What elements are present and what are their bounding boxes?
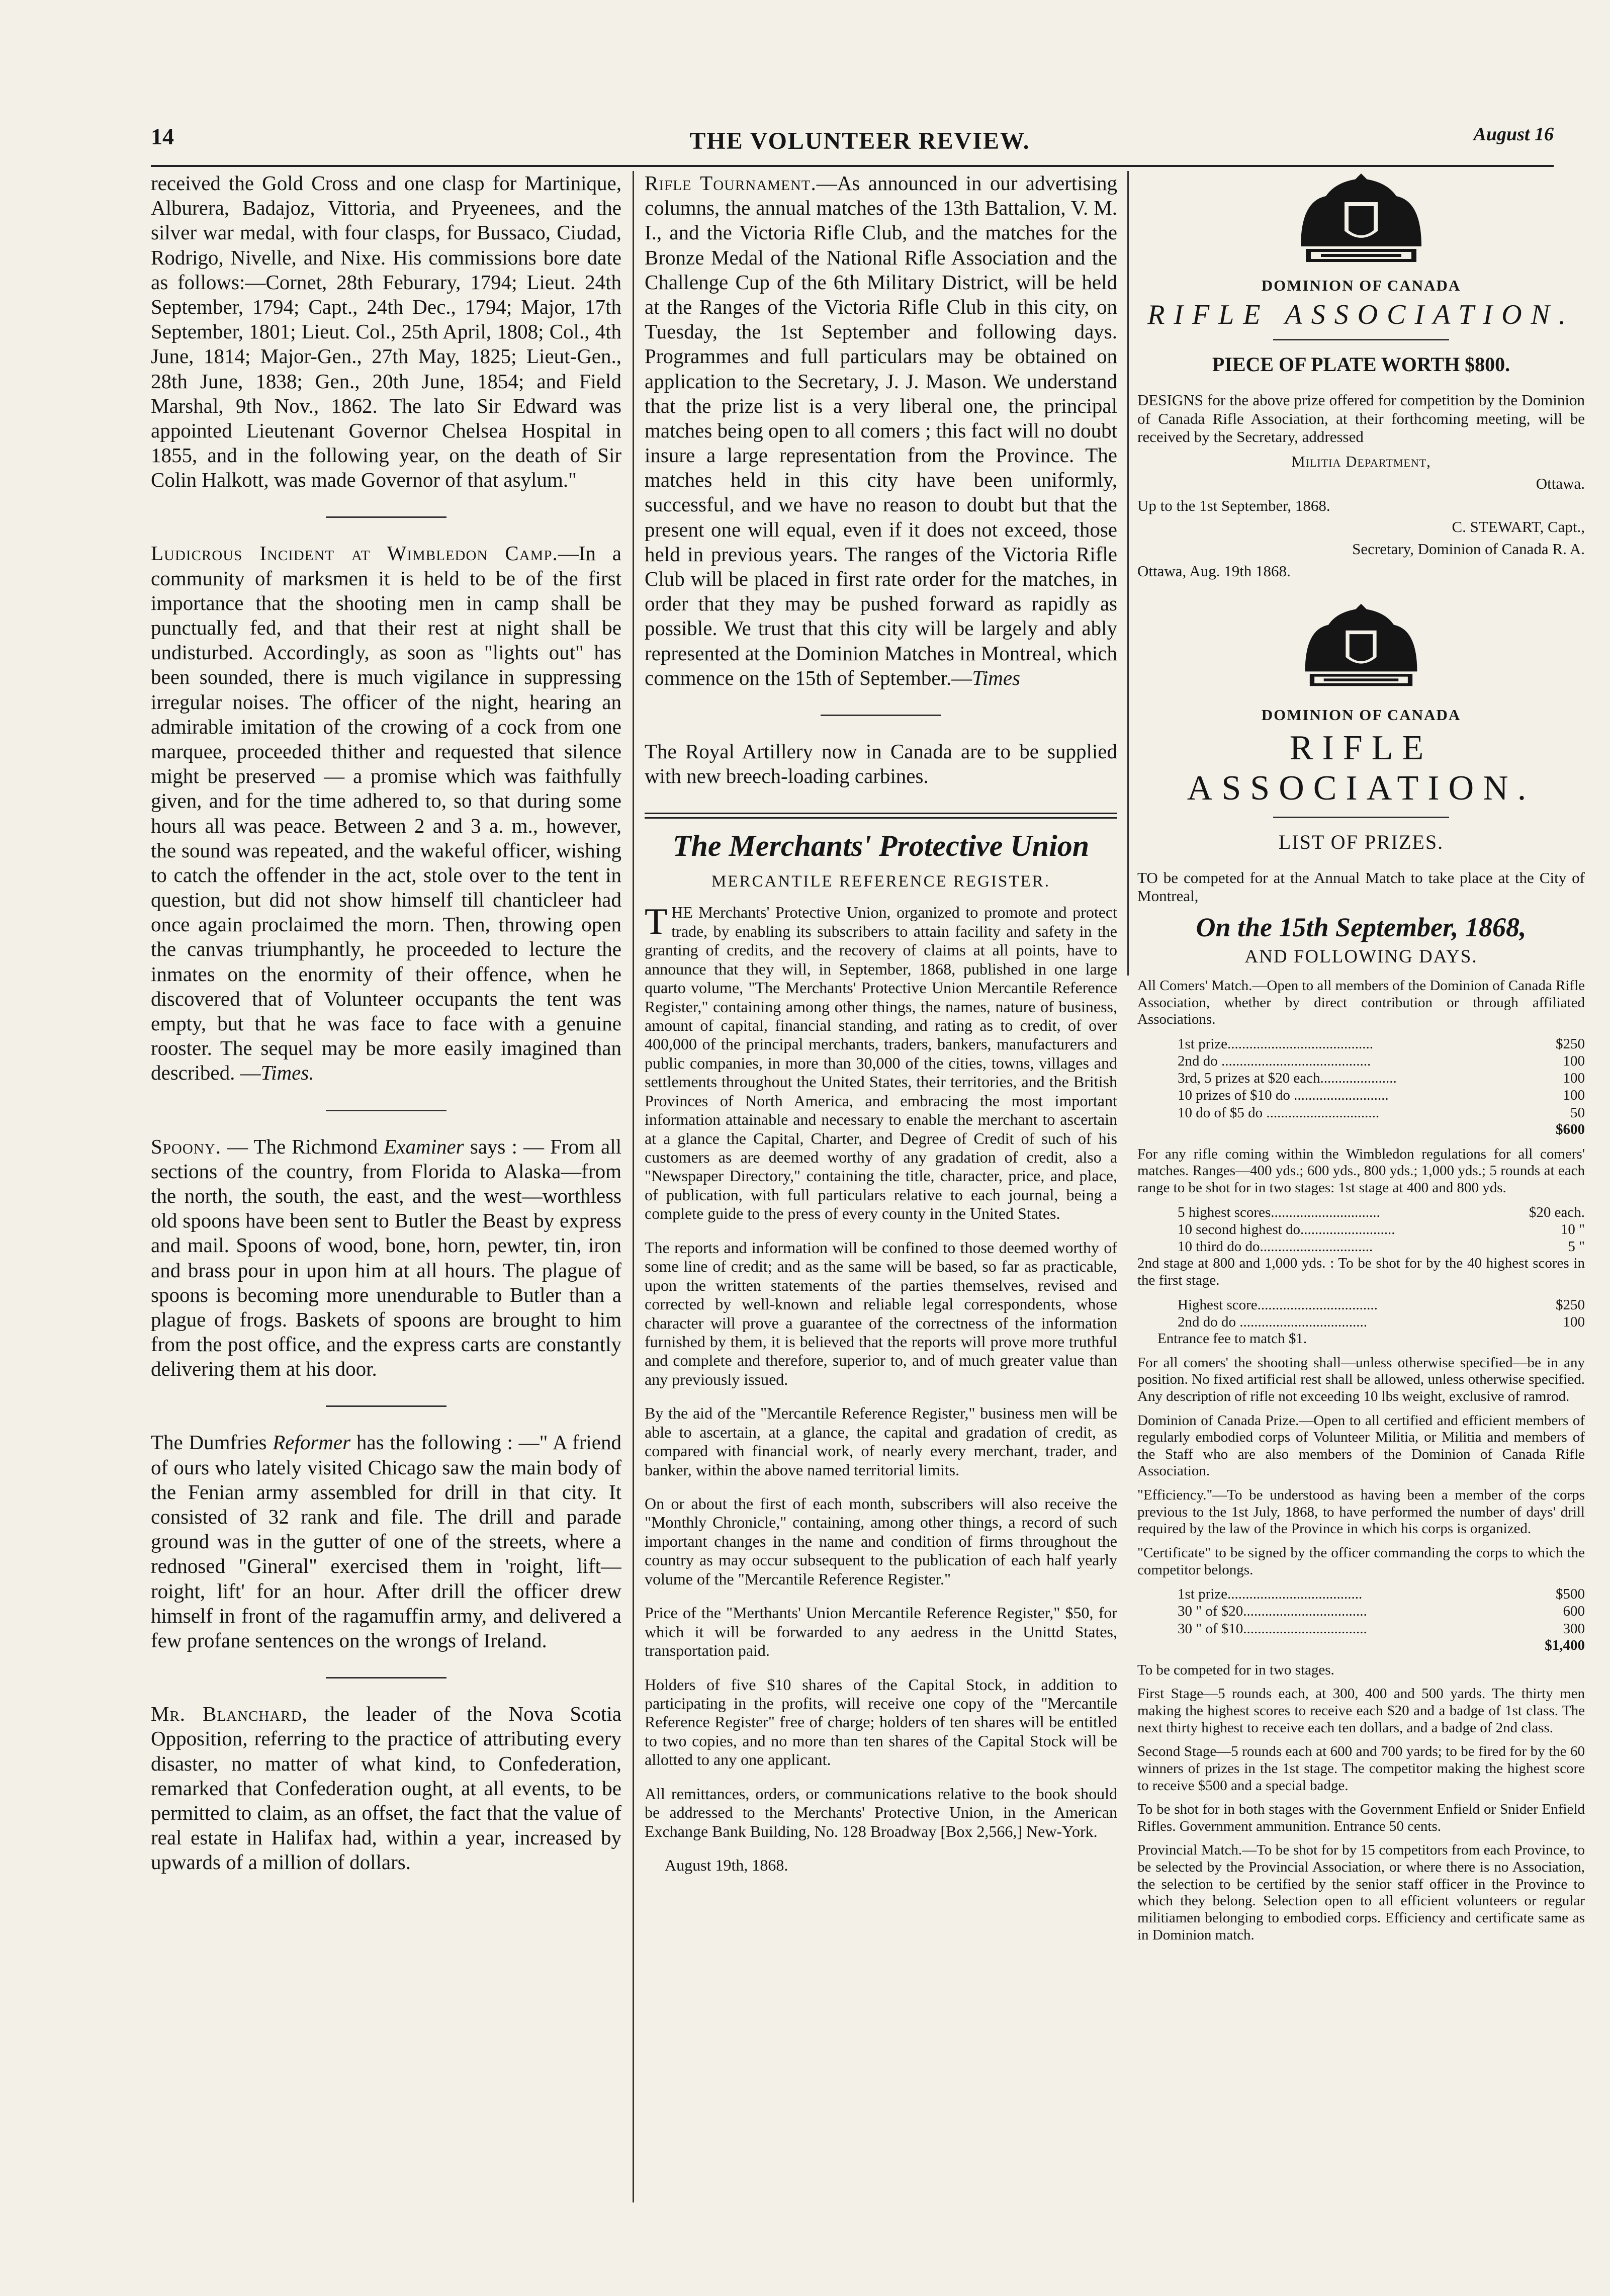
article-body: says : — From all sections of the country, from Florida to Alaska—from the north, the south, the east, and the west—worthless old spoons have been sent to Butler the Beast by express and mail. Spoons of wood, bone, horn, pewter, tin, iron and brass pour in upon him at all hours. The plague of spoons is becoming more unendurable to Butler than a plague of frogs. Baskets of spoons are brought to him from the post office, and the express carts are constantly delivering them at his door. <box>151 1134 621 1381</box>
prize-row: 10 prizes of $10 do .......................... 100 <box>1178 1087 1585 1104</box>
rifle-rules: For any rifle coming within the Wimbledon regulations for all comers' matches. Ranges—400 yds.; 600 yds., 800 yds.; 1,000 yds.; 5 rounds at each range to be shot for in two stages: 1st stage at 400 and 800 yds. <box>1137 1145 1585 1196</box>
second-stage: Second Stage—5 rounds each at 600 and 700 yards; to be fired for by the 60 winners of prizes in the 1st stage. The competitor making the highest score to receive $500 and a special badge. <box>1137 1743 1585 1794</box>
match-date: On the 15th September, 1868, <box>1196 912 1527 942</box>
article-divider <box>326 1110 446 1111</box>
issue-date: August 16 <box>1473 124 1554 145</box>
column-divider <box>1127 171 1129 976</box>
advert-city: Ottawa. <box>1536 474 1585 492</box>
advert-body: DESIGNS for the above prize offered for competition by the Dominion of Canada Rifle Association, at their forthcoming meeting, will be received by the Secretary, addressed <box>1137 391 1585 446</box>
advert-rule <box>1273 817 1449 818</box>
advert-date: Ottawa, Aug. 19th 1868. <box>1137 562 1291 580</box>
advert-organization: DOMINION OF CANADA <box>1261 705 1461 724</box>
newspaper-name: Reformer <box>273 1431 351 1454</box>
newspaper-name: Examiner <box>384 1134 464 1158</box>
advert-title: The Merchants' Protective Union <box>672 829 1090 863</box>
advert-heading: PIECE OF PLATE WORTH $800. <box>1212 353 1510 376</box>
advert-title: RIFLE ASSOCIATION. <box>1147 299 1575 330</box>
article-body: —In a community of marksmen it is held to be of the first importance that the shooting men in camp shall be punctually fed, and that their rest at night shall be undisturbed. Accordingly, as soon as "lights out" has been sounded, there is much vigilance in suppressing irregular noises. The officer of the night, hearing an admirable imitation of the crowing of a cock from one marquee, proceeded thither and requested that silence might be preserved — a promise which was faithfully given, and for the time adhered to, so that during some hours all was peace. Between 2 and 3 a. m., however, the sound was repeated, and the wakeful officer, wishing to catch the offender in the act, stole over to the tent in question, but did not show himself till chanticleer had once again proclaimed the morn. Then, throwing open the canvas triumphantly, he proceeded to lecture the inmates on the enormity of their offence, when he discovered that of Volunteer occupants the tent was empty, but that he was face to face with a genuine rooster. The sequel may be more easily imagined than described. — <box>151 542 621 1085</box>
column-left <box>151 171 621 2202</box>
article-royal-artillery: The Royal Artillery now in Canada are to be supplied with new breech-loading carbines. <box>645 739 1117 788</box>
prize-row: 10 do of $5 do ............................... 50 <box>1178 1104 1585 1121</box>
advert-signature: C. STEWART, Capt., <box>1452 517 1585 536</box>
stage-two: 2nd stage at 800 and 1,000 yds. : To be shot for by the 40 highest scores in the first stage. <box>1137 1255 1585 1289</box>
prize-row: 30 " of $10.................................. 300 <box>1178 1620 1585 1637</box>
article-heading: Rifle Tournament. <box>645 171 817 195</box>
advert-paragraph: On or about the first of each month, subscribers will also receive the "Monthly Chronicle," containing, among other things, a record of such important changes in the name and condition of firms throughout the country as may occur subsequent to the publication of each half yearly volume of the "Mercantile Reference Register." <box>645 1494 1117 1588</box>
prize-total: $1,400 <box>1545 1637 1585 1653</box>
certificate-definition: "Certificate" to be signed by the officer commanding the corps to which the competitor belongs. <box>1137 1544 1585 1578</box>
article-dumfries <box>151 1430 621 1653</box>
prize-row: 1st prize..................................... $500 <box>1178 1586 1585 1603</box>
advert-deadline: Up to the 1st September, 1868. <box>1137 496 1330 514</box>
column-middle <box>645 171 1117 2182</box>
article-body: the leader of the Nova Scotia Opposition, referring to the practice of attributing every disaster, no matter of what kind, to Confederation, remarked that Confederation ought, at all events, to be permitted to claim, as an offset, the fact that the value of real estate in Halifax had, within a year, increased by upwards of a million of dollars. <box>151 1702 621 1874</box>
coat-of-arms-icon <box>1296 600 1426 696</box>
article-spoony <box>151 1134 621 1382</box>
advert-intro: TO be competed for at the Annual Match to take place at the City of Montreal, <box>1137 868 1585 905</box>
article-heading: Spoony. <box>151 1134 221 1158</box>
page-number: 14 <box>151 124 174 149</box>
shooting-rules: For all comers' the shooting shall—unless otherwise specified—be in any position. No fixed artificial rest shall be allowed, unless otherwise specified. Any description of rifle not exceeding 10 lbs weight, exclusive of ramrod. <box>1137 1354 1585 1404</box>
advert-department: Militia Department, <box>1291 452 1431 470</box>
article-source: Times. <box>260 1061 314 1085</box>
advert-organization: DOMINION OF CANADA <box>1261 277 1461 294</box>
advert-date: August 19th, 1868. <box>665 1856 788 1874</box>
column-right <box>1137 171 1585 2187</box>
advert-subtitle: MERCANTILE REFERENCE REGISTER. <box>711 872 1050 891</box>
article-heading: Ludicrous Incident at Wimbledon Camp. <box>151 542 558 565</box>
article-ludicrous-incident <box>151 541 621 1085</box>
prize-row: 1st prize........................................ $250 <box>1178 1035 1585 1052</box>
advert-rule <box>1273 339 1449 340</box>
prize-list-b <box>1137 1204 1585 1256</box>
prize-row: 2nd do ......................................... 100 <box>1178 1052 1585 1069</box>
article-divider <box>326 1405 446 1407</box>
prize-total: $600 <box>1556 1121 1585 1137</box>
advert-paragraph: THE Merchants' Protective Union, organized to promote and protect trade, by enabling its subscribers to attain facility and safety in the granting of credits, and the recovery of claims at all points, have to announce that they will, in September, 1868, published in one large quarto volume, "The Merchants' Protective Union Mercantile Reference Register," containing among other things, the names, nature of business, amount of capital, financial standing, and rating as to credit, of over 400,000 of the principal merchants, traders, bankers, manufacturers and public companies, in more than 30,000 of the cities, towns, villages and settlements throughout the United States, their territories, and the British Provinces of North America, and embracing the most important information attainable and necessary to enable the merchant to ascertain at a glance the Capital, Charter, and Degree of Credit of such of his customers as are deemed worthy of any gradation of credit, also a "Newspaper Directory," containing the title, character, price, and place, of publication, with full particulars relative to each journal, being a complete guide to the press of every county in the United States. <box>645 901 1117 1223</box>
both-stages: To be shot for in both stages with the Government Enfield or Snider Enfield Rifles. Government ammunition. Entrance 50 cents. <box>1137 1801 1585 1834</box>
advert-paragraph: Holders of five $10 shares of the Capital Stock, in addition to participating in the profits, will receive one copy of the "Mercantile Reference Register" free of charge; holders of ten shares will be entitled to two copies, and no more than ten shares of the Capital Stock will be allotted to any one applicant. <box>645 1675 1117 1769</box>
advert-signature-title: Secretary, Dominion of Canada R. A. <box>1352 540 1585 558</box>
article-rifle-tournament <box>645 171 1117 690</box>
masthead-title: THE VOLUNTEER REVIEW. <box>689 128 1030 154</box>
prize-list-a <box>1137 1035 1585 1121</box>
stages-note: To be competed for in two stages. <box>1137 1661 1334 1678</box>
prize-row: 2nd do do ................................... 100 <box>1178 1313 1585 1330</box>
article-divider <box>326 516 446 518</box>
article-body: has the following : —" A friend of ours who lately visited Chicago saw the main body of the Fenian army assembled for drill in that city. It consisted of 32 rank and file. The drill and parade ground was in the gutter of one of the streets, where a rednosed "Gineral" exercised them in 'roight, lift—roight, lift' for an hour. After drill the officer drew himself in front of the ragamuffin army, and delivered a few profane sentences on the wrongs of Ireland. <box>151 1431 621 1652</box>
article-intro: The Dumfries <box>151 1431 267 1454</box>
prize-row: 3rd, 5 prizes at $20 each..................... 100 <box>1178 1070 1585 1087</box>
advert-title: RIFLE ASSOCIATION. <box>1187 728 1536 808</box>
prize-list-c <box>1137 1296 1585 1331</box>
article-source: Times <box>972 666 1020 689</box>
first-stage: First Stage—5 rounds each, at 300, 400 and 500 yards. The thirty men making the highest scores to receive each $20 and a badge of 1st class. The next thirty highest to receive each ten dollars, and a badge of 2nd class. <box>1137 1686 1585 1736</box>
header-rule <box>151 165 1554 167</box>
prize-row: 10 second highest do.......................... 10 " <box>1178 1221 1585 1238</box>
advert-heading: LIST OF PRIZES. <box>1278 830 1444 853</box>
advert-paragraph: Price of the "Merthants' Union Mercantile Reference Register," $50, for which it will be forwarded to any aedress in the Unittd States, transportation paid. <box>645 1604 1117 1660</box>
prize-row: Highest score................................. $250 <box>1178 1296 1585 1313</box>
prize-list-d <box>1137 1585 1585 1637</box>
match-date-sub: AND FOLLOWING DAYS. <box>1244 946 1478 967</box>
article-intro: — The Richmond <box>227 1134 378 1158</box>
article-heading: Mr. Blanchard, <box>151 1702 308 1726</box>
dominion-prize: Dominion of Canada Prize.—Open to all certified and efficient members of regularly embodied corps of Volunteer Militia, or Militia and members of the Staff who are also members of the Dominion of Canada Rifle Association. <box>1137 1412 1585 1479</box>
drop-cap: T <box>645 901 668 943</box>
article-divider <box>821 715 941 716</box>
provincial-match: Provincial Match.—To be shot for by 15 competitors from each Province, to be selected by the Provincial Association, or where there is no Association, the selection to be certified by the senior staff officer in the Province to which they belong. Selection open to all efficient volunteers or regular militiamen belonging to embodied corps. Efficiency and certificate same as in Dominion match. <box>1137 1842 1585 1943</box>
prize-row: 10 third do do............................... 5 " <box>1178 1239 1585 1255</box>
article-divider <box>326 1677 446 1679</box>
prize-row: 30 " of $20.................................. 600 <box>1178 1603 1585 1620</box>
article-body: —As announced in our advertising columns, the annual matches of the 13th Battalion, V. M. I., and the Victoria Rifle Club, and the matches for the Bronze Medal of the National Rifle Association and the Challenge Cup of the 6th Military District, will be held at the Ranges of the Victoria Rifle Club in this city, on Tuesday, the 1st September and following days. Programmes and full particulars may be obtained on application to the Secretary, J. J. Mason. We understand that the prize list is a very liberal one, the principal matches being open to all comers ; this fact will no doubt insure a large representation from the Province. The matches held in this city have been uniformly, successful, and we have no reason to doubt but that the present one will equal, even if it does not exceed, those held in previous years. The ranges of the Victoria Rifle Club will be placed in first rate order for the matches, in order that they may be pushed forward as rapidly as possible. We trust that this city will be largely and ably represented at the Dominion Matches in Montreal, which commence on the 15th of September.— <box>645 171 1117 689</box>
column-divider <box>633 171 634 2202</box>
article-sir-edward-end: received the Gold Cross and one clasp for Martinique, Alburera, Badajoz, Vittoria, and Pryeenees, and the silver war medal, with four clasps, for Bussaco, Ciudad, Rodrigo, Nivelle, and Nixe. His commissions bore date as follows:—Cornet, 28th Feburary, 1794; Lieut. 24th September, 1794; Capt., 24th Dec., 1794; Major, 17th September, 1801; Lieut. Col., 25th April, 1808; Col., 4th June, 1814; Major-Gen., 27th May, 1825; Lieut-Gen., 28th June, 1838; Gen., 20th June, 1854; and Field Marshal, 9th Nov., 1862. The lato Sir Edward was appointed Lieutenant Governor Chelsea Hospital in 1855, and in the following year, on the death of Sir Colin Halkott, was made Governor of that asylum." <box>151 171 621 492</box>
advert-divider <box>645 813 1117 819</box>
coat-of-arms-icon <box>1291 171 1432 272</box>
all-comers-match: All Comers' Match.—Open to all members of the Dominion of Canada Rifle Association, whether by direct contribution or through affiliated Associations. <box>1137 977 1585 1028</box>
entrance-fee: Entrance fee to match $1. <box>1157 1331 1307 1347</box>
efficiency-definition: "Efficiency."—To be understood as having been a member of the corps previous to the 1st July, 1868, to have performed the number of days' drill required by the law of the Province in which his corps is organized. <box>1137 1487 1585 1537</box>
advert-paragraph: By the aid of the "Mercantile Reference Register," business men will be able to ascertain, at a glance, the capital and gradation of credit, as compared with financial work, of nearly every merchant, trader, and banker, within the above named territorial limits. <box>645 1404 1117 1479</box>
article-blanchard <box>151 1702 621 1875</box>
advert-paragraph: The reports and information will be confined to those deemed worthy of some line of credit; and as the same will be based, so far as practicable, upon the written statements of the parties themselves, revised and corrected by well-known and reliable legal correspondents, whose character will prove a guarantee of the correctness of the information furnished by them, it is believed that the reports will prove more truthful and complete and therefore, superior to, and of much greater value than any previously issued. <box>645 1238 1117 1388</box>
prize-row: 5 highest scores.............................. $20 each. <box>1178 1204 1585 1220</box>
advert-paragraph: All remittances, orders, or communications relative to the book should be addressed to the Merchants' Protective Union, in the American Exchange Bank Building, No. 128 Broadway [Box 2,566,] New-York. <box>645 1784 1117 1840</box>
page-header <box>151 123 1554 163</box>
